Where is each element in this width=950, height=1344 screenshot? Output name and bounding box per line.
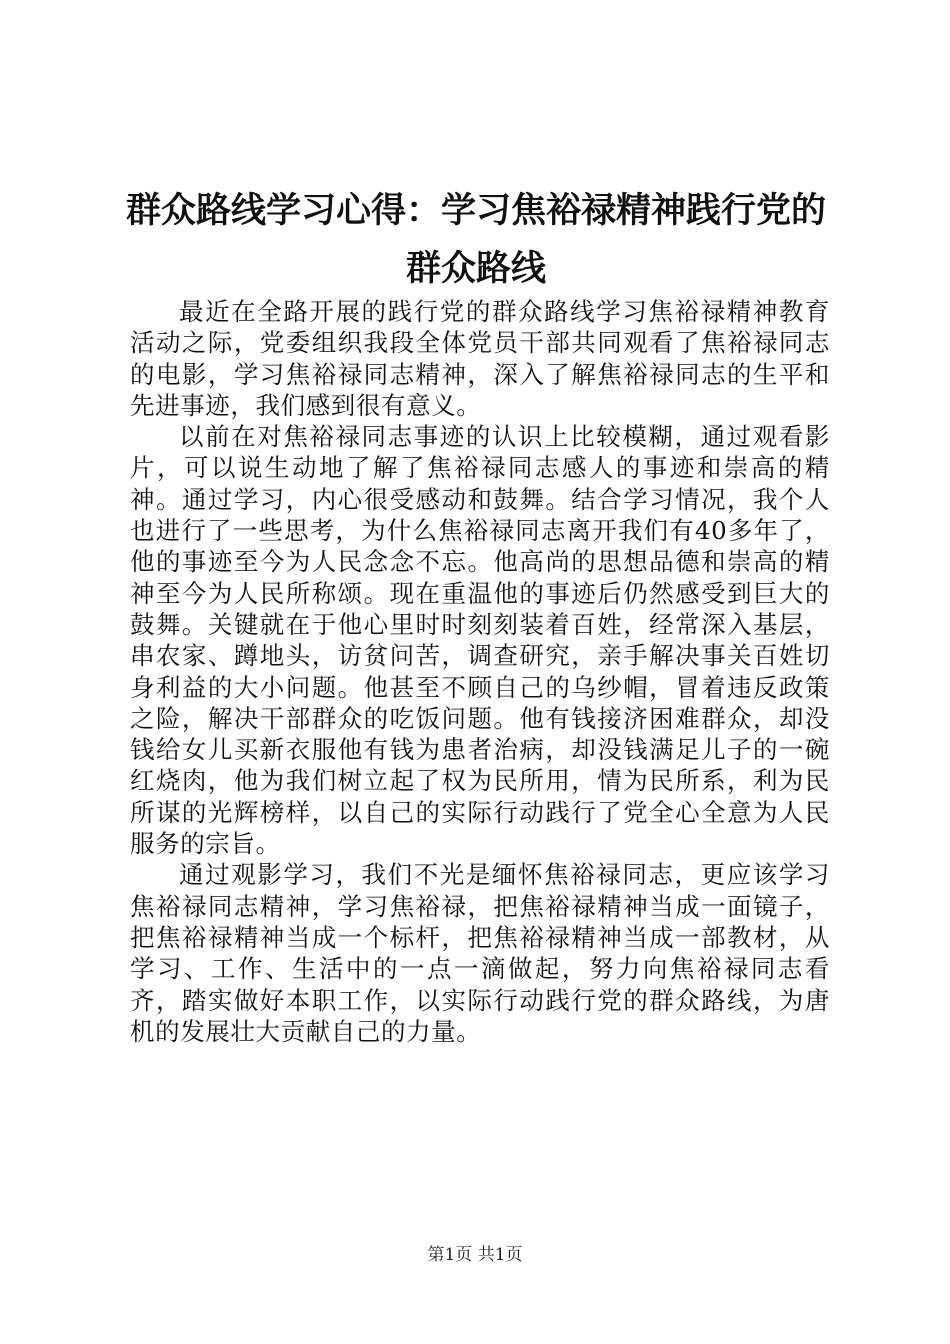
paragraph-1: 最近在全路开展的践行党的群众路线学习焦裕禄精神教育活动之际，党委组织我段全体党员干部共同观看了焦裕禄同志的电影，学习焦裕禄同志精神，深入了解焦裕禄同志的生平和先进事迹，我们感到很有意义。 <box>130 297 830 420</box>
document-body <box>130 296 830 1047</box>
paragraph-3: 通过观影学习，我们不光是缅怀焦裕禄同志，更应该学习焦裕禄同志精神，学习焦裕禄，把焦裕禄精神当成一面镜子，把焦裕禄精神当成一个标杆，把焦裕禄精神当成一部教材，从学习、工作、生活中的一点一滴做起，努力向焦裕禄同志看齐，踏实做好本职工作，以实际行动践行党的群众路线，为唐机的发展壮大贡献自己的力量。 <box>130 860 830 1046</box>
document-title: 群众路线学习心得：学习焦裕禄精神践行党的群众路线 <box>125 191 826 289</box>
paragraph-2: 以前在对焦裕禄同志事迹的认识上比较模糊，通过观看影片，可以说生动地了解了焦裕禄同志感人的事迹和崇高的精神。通过学习，内心很受感动和鼓舞。结合学习情况，我个人也进行了一些思考，为什么焦裕禄同志离开我们有40多年了，他的事迹至今为人民念念不忘。他高尚的思想品德和崇高的精神至今为人民所称颂。现在重温他的事迹后仍然感受到巨大的鼓舞。关键就在于他心里时时刻刻装着百姓，经常深入基层，串农家、蹲地头，访贫问苦，调查研究，亲手解决事关百姓切身利益的大小问题。他甚至不顾自己的乌纱帽，冒着违反政策之险，解决干部群众的吃饭问题。他有钱接济困难群众，却没钱给女儿买新衣服他有钱为患者治病，却没钱满足儿子的一碗红烧肉，他为我们树立起了权为民所用，情为民所系，利为民所谋的光辉榜样，以自己的实际行动践行了党全心全意为人民服务的宗旨。 <box>130 422 830 859</box>
page-number-footer: 第1页 共1页 <box>427 1245 523 1265</box>
